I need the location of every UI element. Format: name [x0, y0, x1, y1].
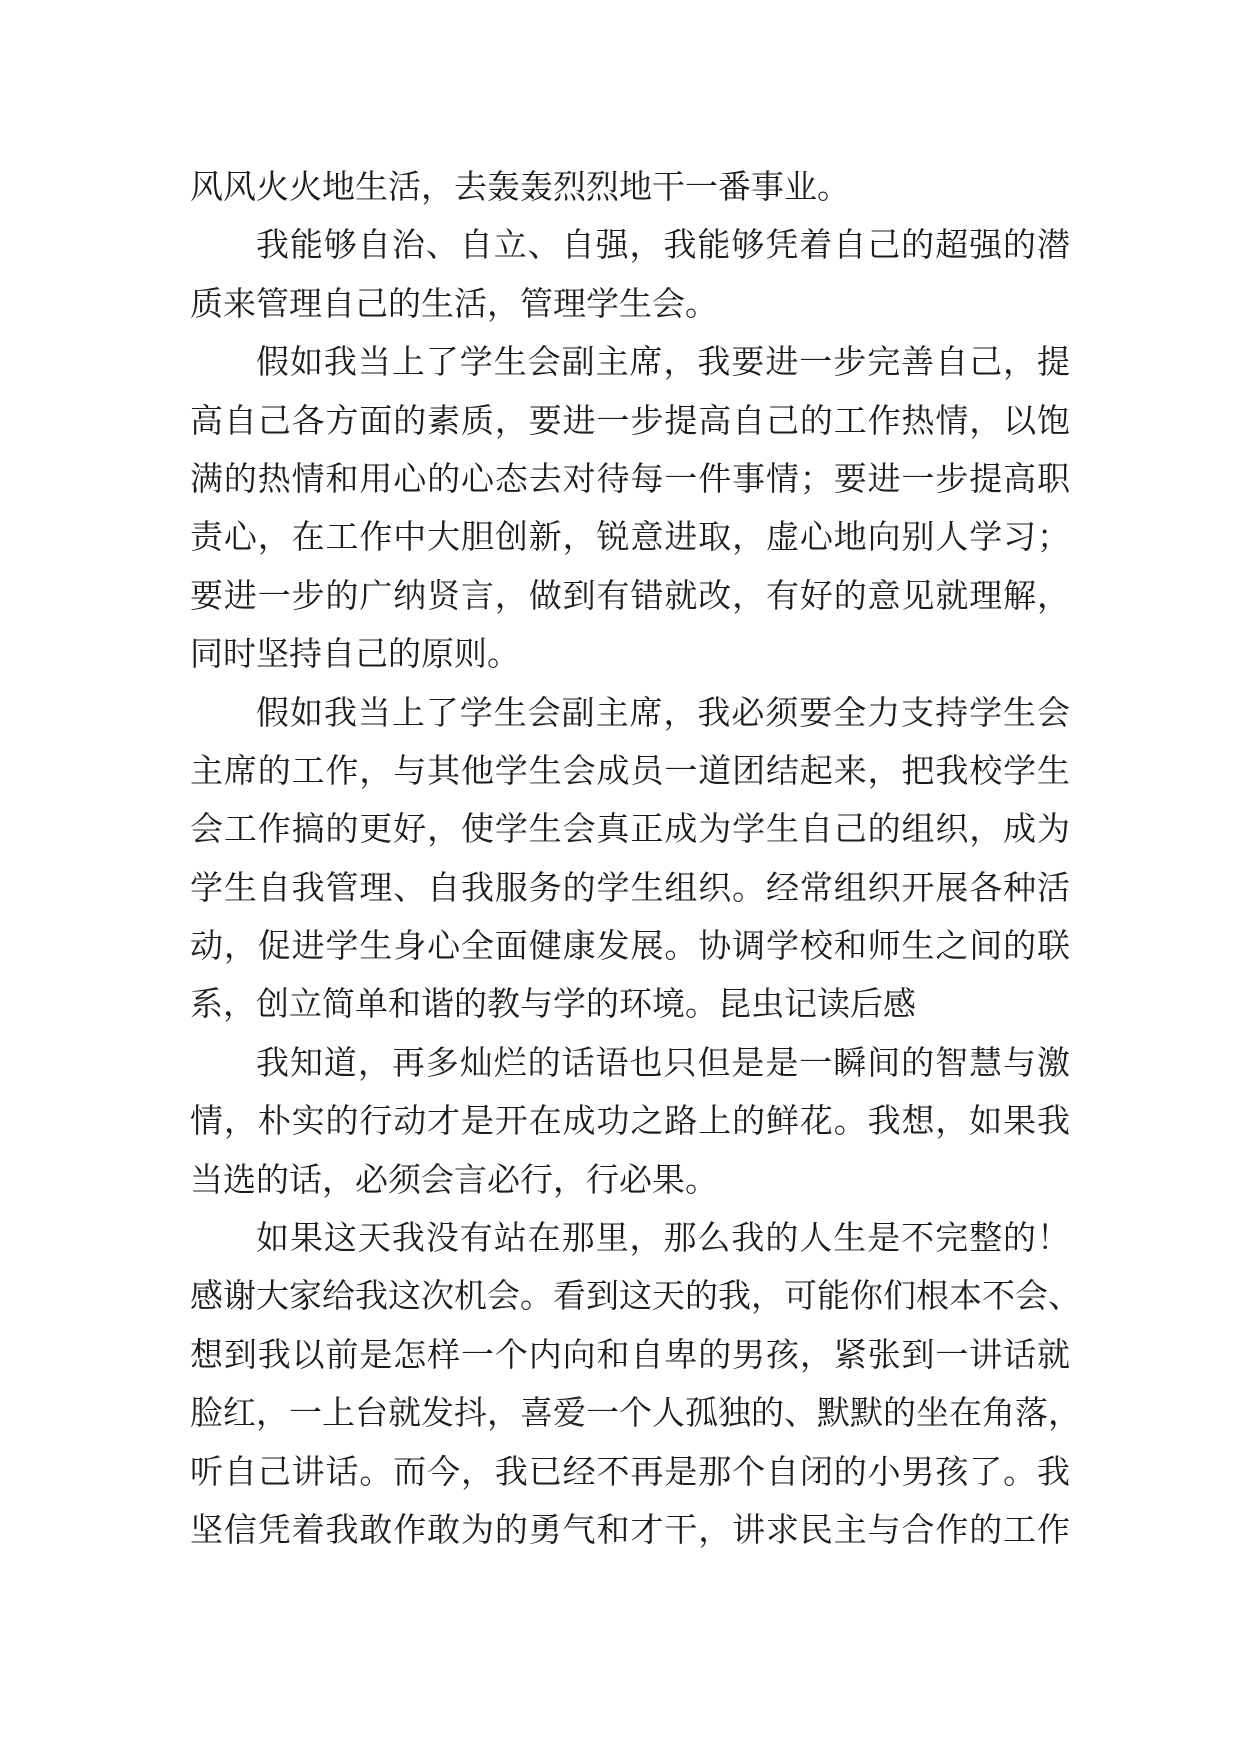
text-line: 会工作搞的更好，使学生会真正成为学生自己的组织，成为 — [190, 809, 1070, 849]
text-line: 满的热情和用心的心态去对待每一件事情；要进一步提高职 — [190, 458, 1070, 498]
paragraph — [190, 216, 1070, 333]
document-body — [190, 158, 1081, 1559]
paragraph — [190, 1034, 1070, 1209]
text-line: 高自己各方面的素质，要进一步提高自己的工作热情，以饱 — [190, 400, 1070, 440]
text-line: 我知道，再多灿烂的话语也只但是是一瞬间的智慧与激 — [256, 1042, 1070, 1082]
paragraph — [190, 158, 1070, 216]
text-line: 动，促进学生身心全面健康发展。协调学校和师生之间的联 — [190, 926, 1070, 966]
text-line: 听自己讲话。而今，我已经不再是那个自闭的小男孩了。我 — [190, 1451, 1070, 1491]
paragraph — [190, 1209, 1081, 1559]
text-line: 主席的工作，与其他学生会成员一道团结起来，把我校学生 — [190, 750, 1070, 790]
text-line: 想到我以前是怎样一个内向和自卑的男孩，紧张到一讲话就 — [190, 1334, 1070, 1374]
text-line: 学生自我管理、自我服务的学生组织。经常组织开展各种活 — [190, 867, 1070, 907]
paragraph — [190, 684, 1070, 1034]
text-line: 同时坚持自己的原则。 — [190, 634, 520, 674]
text-line: 假如我当上了学生会副主席，我必须要全力支持学生会 — [256, 692, 1070, 732]
text-line: 要进一步的广纳贤言，做到有错就改，有好的意见就理解， — [190, 575, 1070, 615]
text-line: 当选的话，必须会言必行，行必果。 — [190, 1159, 718, 1199]
text-line: 质来管理自己的生活，管理学生会。 — [190, 283, 718, 323]
text-line: 假如我当上了学生会副主席，我要进一步完善自己，提 — [256, 342, 1070, 382]
paragraph — [190, 333, 1070, 683]
text-line: 我能够自治、自立、自强，我能够凭着自己的超强的潜 — [256, 225, 1070, 265]
text-line: 感谢大家给我这次机会。看到这天的我，可能你们根本不会、 — [190, 1276, 1081, 1316]
text-line: 系，创立简单和谐的教与学的环境。昆虫记读后感 — [190, 984, 916, 1024]
text-line: 责心，在工作中大胆创新，锐意进取，虚心地向别人学习； — [190, 517, 1070, 557]
text-line: 风风火火地生活，去轰轰烈烈地干一番事业。 — [190, 167, 850, 206]
text-line: 情，朴实的行动才是开在成功之路上的鲜花。我想，如果我 — [190, 1101, 1070, 1141]
text-line: 如果这天我没有站在那里，那么我的人生是不完整的！ — [256, 1218, 1070, 1258]
text-line: 坚信凭着我敢作敢为的勇气和才干，讲求民主与合作的工作 — [190, 1509, 1070, 1549]
text-line: 脸红，一上台就发抖，喜爱一个人孤独的、默默的坐在角落， — [190, 1393, 1081, 1433]
